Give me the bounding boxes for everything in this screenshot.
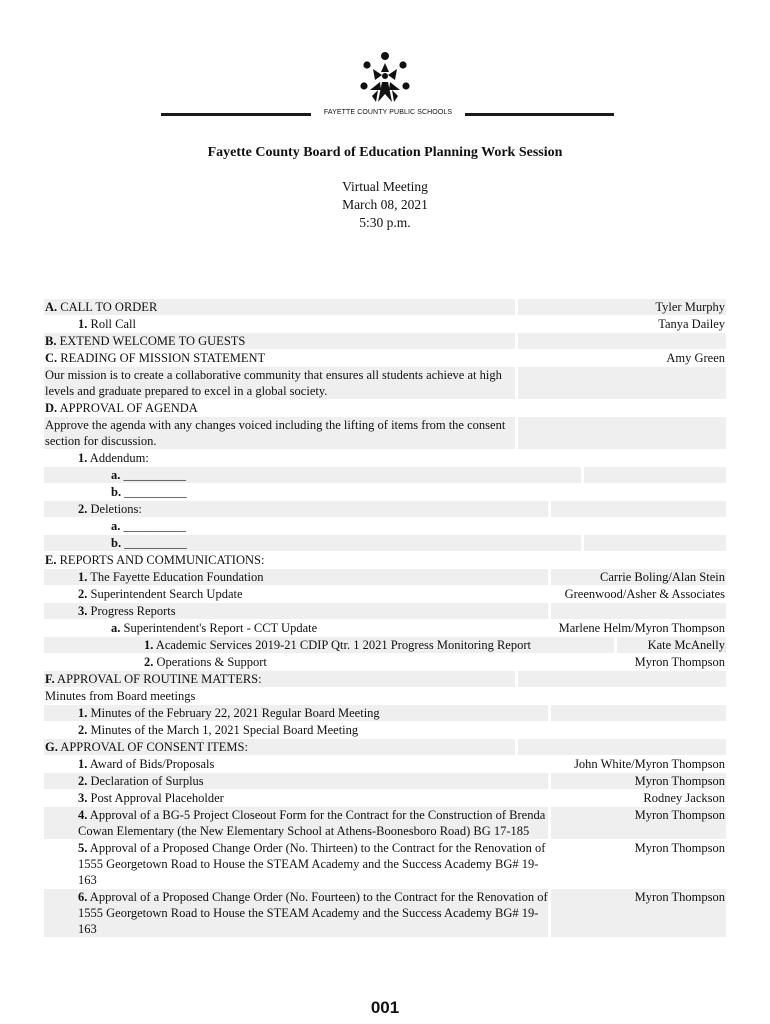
agenda-presenter: Myron Thompson (634, 655, 725, 669)
agenda-row (44, 889, 726, 937)
agenda-item (44, 316, 548, 332)
agenda-item-text: Declaration of Surplus (87, 774, 204, 788)
agenda-row (44, 739, 726, 755)
agenda-presenter: Myron Thompson (551, 889, 726, 937)
agenda-item-text: Minutes from Board meetings (45, 689, 196, 703)
agenda-presenter: Marlene Helm/Myron Thompson (558, 621, 725, 635)
agenda-item-text: APPROVAL OF AGENDA (57, 401, 198, 415)
agenda-row (44, 350, 726, 366)
agenda-item-label: 2. (144, 655, 154, 669)
agenda-row (44, 333, 726, 349)
agenda-item (44, 333, 515, 349)
agenda-item (44, 654, 614, 670)
agenda-item-text: EXTEND WELCOME TO GUESTS (56, 334, 246, 348)
agenda-item-label: 3. (78, 604, 88, 618)
agenda-item (44, 450, 548, 466)
agenda-item-label: G. (45, 740, 58, 754)
agenda-item-text: Superintendent's Report - CCT Update (120, 621, 318, 635)
agenda-presenter: Amy Green (666, 351, 725, 365)
agenda-presenter (551, 705, 726, 721)
agenda-item (44, 722, 548, 738)
agenda-item-label: 1. (78, 317, 88, 331)
agenda-presenter: Tyler Murphy (518, 299, 726, 315)
agenda-row (44, 484, 726, 500)
agenda-item (44, 790, 548, 806)
agenda-item (44, 467, 581, 483)
agenda-presenter: Myron Thompson (551, 773, 726, 789)
agenda-presenter (584, 484, 726, 500)
agenda-item-text: Roll Call (87, 317, 136, 331)
agenda-row (44, 756, 726, 772)
agenda-presenter (518, 417, 726, 449)
agenda-item-label: 1. (144, 638, 154, 652)
agenda-item-label: 2. (78, 774, 88, 788)
agenda-item-text: Academic Services 2019-21 CDIP Qtr. 1 2021 Progress Monitoring Report (153, 638, 531, 652)
agenda-item (44, 688, 515, 704)
agenda-item-label: a. (111, 468, 121, 482)
agenda-item (44, 501, 548, 517)
agenda-item-label: 2. (78, 723, 88, 737)
agenda-item-label: D. (45, 401, 58, 415)
agenda-presenter (551, 501, 726, 517)
agenda-item-label: 1. (78, 570, 88, 584)
agenda-row (44, 773, 726, 789)
agenda-presenter: Greenwood/Asher & Associates (564, 587, 725, 601)
agenda-item-text: REPORTS AND COMMUNICATIONS: (56, 553, 265, 567)
agenda-item-text: CALL TO ORDER (57, 300, 158, 314)
document-title: Fayette County Board of Education Planning Work Session (207, 145, 563, 160)
agenda-item-label: C. (45, 351, 58, 365)
agenda-row (44, 637, 726, 653)
agenda-presenter (518, 367, 726, 399)
agenda-presenter (518, 333, 726, 349)
agenda-item-text: Minutes of the March 1, 2021 Special Board Meeting (87, 723, 359, 737)
agenda-row (44, 654, 726, 670)
agenda-item-text: Superintendent Search Update (87, 587, 243, 601)
agenda-presenter: Myron Thompson (634, 841, 725, 855)
agenda-item-text: __________ (120, 519, 186, 533)
agenda-row (44, 705, 726, 721)
agenda-item-label: 1. (78, 706, 88, 720)
agenda-item-text: Operations & Support (153, 655, 267, 669)
agenda-item-text: APPROVAL OF ROUTINE MATTERS: (54, 672, 262, 686)
agenda-item (44, 400, 515, 416)
agenda-item (44, 350, 515, 366)
agenda-row (44, 518, 726, 534)
agenda-item (44, 518, 581, 534)
agenda-item (44, 756, 548, 772)
agenda-item (44, 739, 515, 755)
agenda-item-text: APPROVAL OF CONSENT ITEMS: (57, 740, 248, 754)
agenda-item-text: Post Approval Placeholder (87, 791, 224, 805)
agenda-row (44, 586, 726, 602)
agenda-row (44, 535, 726, 551)
agenda-item-label: 1. (78, 757, 88, 771)
agenda-row (44, 450, 726, 466)
agenda-item-text: __________ (121, 536, 187, 550)
agenda-item-label: a. (111, 621, 121, 635)
agenda-item (44, 807, 548, 839)
agenda-item (44, 417, 515, 449)
agenda-item (44, 840, 548, 888)
agenda-item-text: The Fayette Education Foundation (87, 570, 264, 584)
agenda-item-label: F. (45, 672, 55, 686)
agenda-row (44, 790, 726, 806)
agenda-item-label: 2. (78, 502, 88, 516)
meeting-type: Virtual Meeting (342, 179, 428, 194)
agenda-row (44, 552, 726, 568)
agenda-row (44, 367, 726, 399)
agenda-item-label: 1. (78, 451, 88, 465)
agenda-item-label: 4. (78, 808, 88, 822)
agenda-item-label: 5. (78, 841, 88, 855)
agenda-presenter (518, 552, 726, 568)
agenda-item-text: Deletions: (87, 502, 142, 516)
agenda-item-label: b. (111, 485, 122, 499)
agenda-item-text: READING OF MISSION STATEMENT (57, 351, 266, 365)
agenda-presenter (584, 535, 726, 551)
agenda-item (44, 552, 515, 568)
agenda-presenter (551, 450, 726, 466)
agenda-item (44, 299, 515, 315)
agenda-row (44, 400, 726, 416)
agenda-presenter (584, 518, 726, 534)
agenda-item-text: Approve the agenda with any changes voiced including the lifting of items from the consent section for discussion. (45, 418, 506, 448)
agenda-item (44, 637, 614, 653)
agenda-item-text: Minutes of the February 22, 2021 Regular Board Meeting (87, 706, 380, 720)
agenda-item-text: __________ (120, 468, 186, 482)
agenda-presenter (518, 688, 726, 704)
agenda-item (44, 367, 515, 399)
agenda-presenter: Myron Thompson (551, 807, 726, 839)
agenda-row (44, 417, 726, 449)
agenda-row (44, 316, 726, 332)
agenda-item-label: b. (111, 536, 122, 550)
agenda-item-text: Approval of a BG-5 Project Closeout Form for the Contract for the Construction of Brenda Cowan Elementary (the New Elementary School at Athens-Boonesboro Road) BG 17-185 (78, 808, 546, 838)
agenda-item (44, 603, 548, 619)
header-rule-right (465, 113, 614, 116)
agenda-presenter (518, 739, 726, 755)
header-rule-left (161, 113, 311, 116)
agenda-row (44, 722, 726, 738)
agenda-item-label: 3. (78, 791, 88, 805)
district-name: FAYETTE COUNTY PUBLIC SCHOOLS (323, 109, 453, 116)
district-logo-icon (358, 50, 412, 108)
agenda-row (44, 671, 726, 687)
agenda-presenter (584, 467, 726, 483)
agenda-row (44, 467, 726, 483)
agenda-item-text: Addendum: (87, 451, 149, 465)
agenda-item (44, 705, 548, 721)
agenda-item (44, 569, 548, 585)
agenda-item-text: __________ (121, 485, 187, 499)
agenda-item (44, 889, 548, 937)
agenda-row (44, 840, 726, 888)
agenda-item-text: Progress Reports (87, 604, 176, 618)
agenda-item (44, 620, 556, 636)
agenda-item-text: Award of Bids/Proposals (87, 757, 215, 771)
agenda-row (44, 299, 726, 315)
agenda-item (44, 586, 548, 602)
agenda-row (44, 807, 726, 839)
agenda-row (44, 569, 726, 585)
meeting-date: March 08, 2021 (342, 197, 428, 212)
agenda-item (44, 535, 581, 551)
page-number: 001 (370, 998, 400, 1017)
agenda-presenter: Rodney Jackson (643, 791, 725, 805)
agenda-item (44, 671, 515, 687)
agenda-item-label: a. (111, 519, 121, 533)
agenda-presenter: Tanya Dailey (658, 317, 725, 331)
agenda-row (44, 501, 726, 517)
agenda-item-text: Approval of a Proposed Change Order (No. Thirteen) to the Contract for the Renovation of 1555 Georgetown Road to House the STEAM Academy and the Success Academy BG# 19-163 (78, 841, 546, 887)
agenda-item-label: B. (45, 334, 57, 348)
agenda-row (44, 688, 726, 704)
agenda-item-label: E. (45, 553, 57, 567)
agenda-item-label: A. (45, 300, 58, 314)
agenda-presenter (518, 671, 726, 687)
agenda-presenter (518, 400, 726, 416)
agenda-item-label: 2. (78, 587, 88, 601)
agenda-presenter (551, 603, 726, 619)
agenda-row (44, 620, 726, 636)
agenda-item (44, 773, 548, 789)
agenda-presenter: Carrie Boling/Alan Stein (551, 569, 726, 585)
agenda-item-label: 6. (78, 890, 88, 904)
agenda-presenter (551, 722, 726, 738)
agenda-presenter: John White/Myron Thompson (574, 757, 725, 771)
agenda-item (44, 484, 581, 500)
agenda-item-text: Our mission is to create a collaborative community that ensures all students achieve at high levels and graduate prepared to excel in a global society. (45, 368, 502, 398)
agenda-row (44, 603, 726, 619)
agenda-item-text: Approval of a Proposed Change Order (No. Fourteen) to the Contract for the Renovation of 1555 Georgetown Road to House the STEAM Academy and the Success Academy BG# 19-163 (78, 890, 548, 936)
meeting-time: 5:30 p.m. (359, 215, 411, 230)
agenda-presenter: Kate McAnelly (617, 637, 726, 653)
agenda-table (44, 299, 726, 938)
